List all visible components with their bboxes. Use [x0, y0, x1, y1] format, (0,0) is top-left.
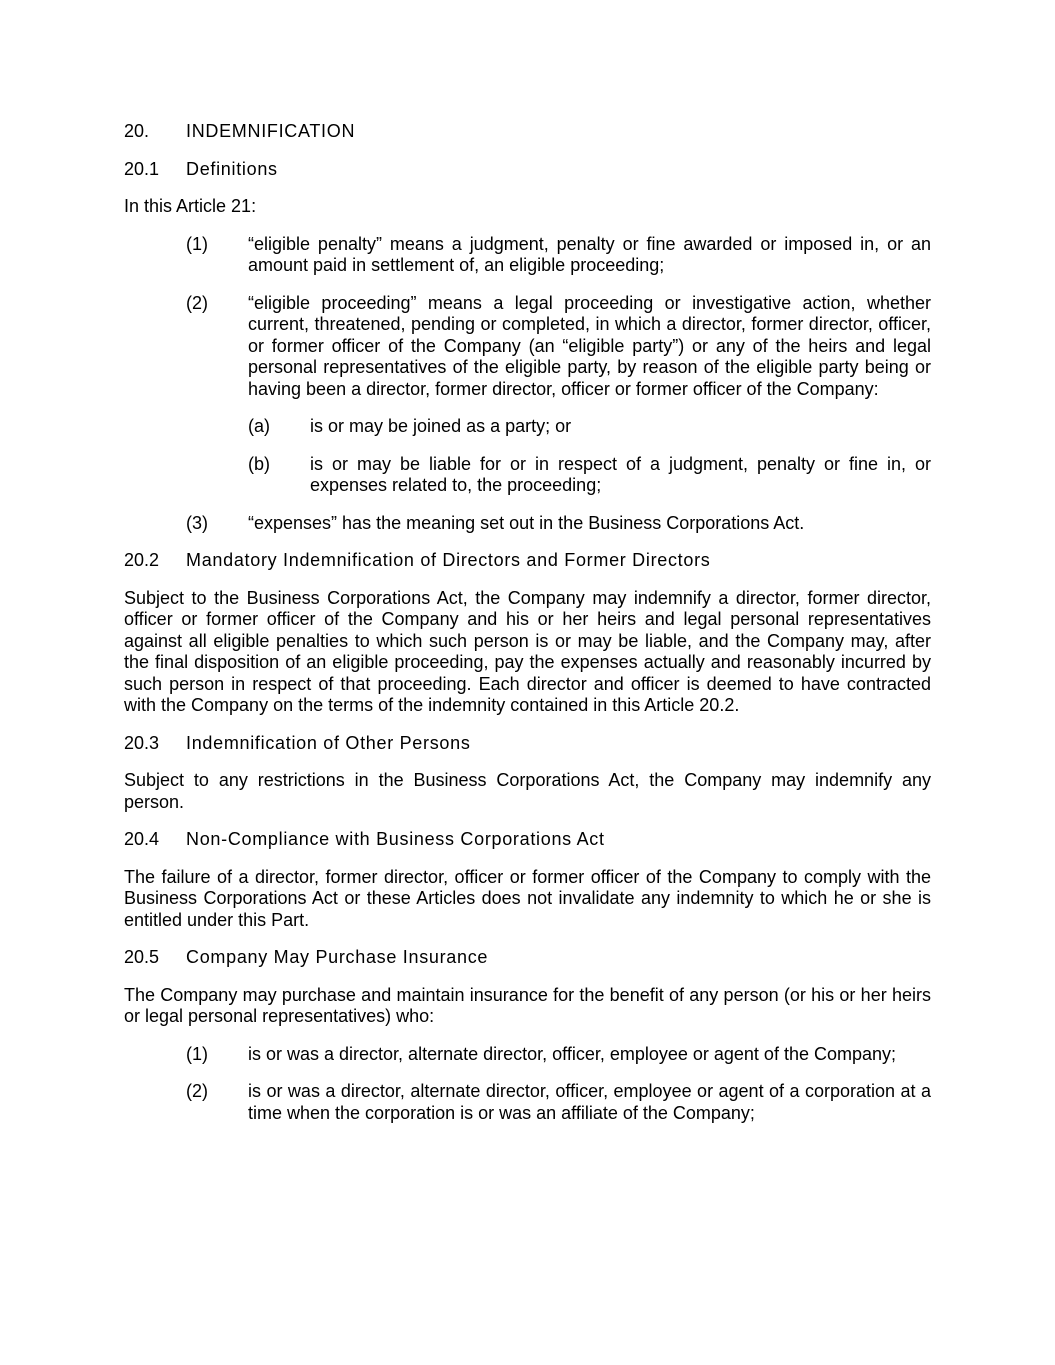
list-item-text: is or was a director, alternate director, officer, employee or agent of the Company; [248, 1043, 897, 1064]
section-number: 20.2 [124, 550, 160, 570]
list-item-text: is or may be joined as a party; or [310, 416, 572, 436]
list-item [186, 293, 931, 401]
list-item-text: “eligible proceeding” means a legal proceeding or investigative action, whether current, threatened, pending or completed, in which a director, former director, officer, or former officer of the Company (an “eligible party”) or any of the heirs and legal personal representatives of the eligible party, by reason of the eligible party being or having been a director, former director, officer or former officer of the Company: [248, 292, 931, 399]
list-marker: (1) [186, 233, 208, 254]
section-title: Non-Compliance with Business Corporations Act [186, 829, 605, 849]
list-marker: (1) [186, 1043, 208, 1064]
list-item-text: “expenses” has the meaning set out in the Business Corporations Act. [248, 512, 805, 533]
section-heading-20-4 [124, 829, 931, 851]
paragraph-intro: In this Article 21: [124, 196, 257, 216]
section-heading-20-3 [124, 733, 931, 755]
list-marker: (2) [186, 1081, 208, 1101]
section-number: 20.5 [124, 947, 160, 967]
list-item [186, 1081, 931, 1124]
paragraph-20-5: The Company may purchase and maintain insurance for the benefit of any person (or his or her heirs or legal personal representatives) who: [124, 984, 931, 1026]
paragraph-20-4: The failure of a director, former director, officer or former officer of the Company to comply with the Business Corporations Act or these Articles does not invalidate any indemnity to which he or she is entitled under this Part. [124, 866, 931, 930]
list-marker: (b) [248, 453, 270, 474]
section-title: Indemnification of Other Persons [186, 732, 471, 753]
list-item-text: is or may be liable for or in respect of a judgment, penalty or fine in, or expenses related to, the proceeding; [310, 453, 931, 495]
list-item [186, 234, 931, 277]
section-title: Mandatory Indemnification of Directors and Former Directors [186, 550, 711, 570]
section-heading-20-2 [124, 550, 931, 572]
list-item-text: is or was a director, alternate director, officer, employee or agent of a corporation at a time when the corporation is or was an affiliate of the Company; [248, 1081, 931, 1123]
paragraph-20-3: Subject to any restrictions in the Business Corporations Act, the Company may indemnify any person. [124, 770, 931, 812]
section-number: 20.1 [124, 158, 160, 179]
list-item-text: “eligible penalty” means a judgment, penalty or fine awarded or imposed in, or an amount paid in settlement of, an eligible proceeding; [248, 233, 931, 275]
section-title: Definitions [186, 158, 278, 179]
section-heading-20-1 [124, 159, 931, 181]
section-title: INDEMNIFICATION [186, 121, 356, 141]
list-marker: (3) [186, 512, 208, 533]
section-heading-20 [124, 121, 931, 143]
section-heading-20-5 [124, 947, 931, 969]
section-number: 20.4 [124, 829, 160, 849]
list-item [186, 1044, 931, 1066]
section-number: 20.3 [124, 732, 160, 753]
section-title: Company May Purchase Insurance [186, 947, 489, 967]
list-marker: (2) [186, 292, 208, 313]
list-marker: (a) [248, 416, 270, 436]
list-subitem [248, 416, 931, 438]
list-subitem [248, 454, 931, 497]
section-number: 20. [124, 121, 150, 141]
list-item [186, 513, 931, 535]
paragraph-20-2: Subject to the Business Corporations Act, the Company may indemnify a director, former director, officer or former officer of the Company and his or her heirs and legal personal representatives against all eligible penalties to which such person is or may be liable, and the Company may, after the final disposition of an eligible proceeding, pay the expenses actually and reasonably incurred by such person in respect of that proceeding. Each director and officer is deemed to have contracted with the Company on the terms of the indemnity contained in this Article 20.2. [124, 587, 931, 715]
